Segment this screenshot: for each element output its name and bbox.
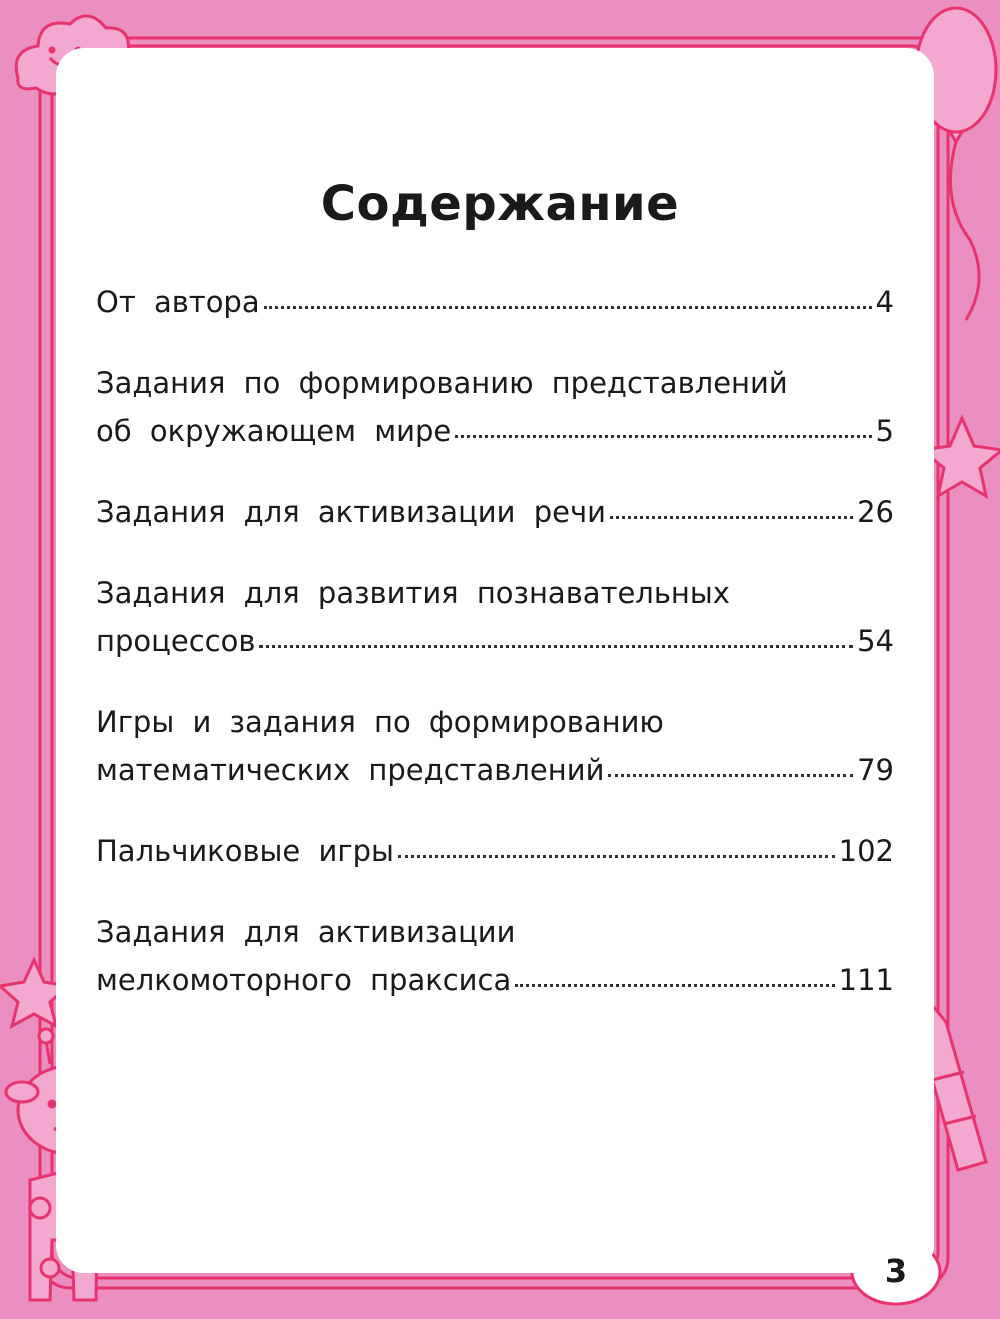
toc-entry-cognitive [96, 569, 894, 665]
toc-leader-dots [610, 514, 853, 519]
toc-leader-dots [608, 772, 853, 777]
toc-entry-page: 26 [857, 495, 894, 529]
toc-entry-page: 5 [875, 414, 894, 448]
toc-entry-page: 79 [857, 753, 894, 787]
toc-entry-title-cont: процессов [96, 624, 256, 658]
toc-entry-page: 111 [838, 963, 894, 997]
toc-entry-title-cont: математических представлений [96, 753, 605, 787]
toc-leader-dots [398, 853, 835, 858]
toc-entry-math [96, 698, 894, 794]
page-number: 3 [884, 1252, 908, 1290]
toc-entry-title: Игры и задания по формированию [96, 705, 664, 739]
toc-entry-page: 54 [857, 624, 894, 658]
toc-leader-dots [455, 433, 871, 438]
table-of-contents [96, 278, 894, 1037]
toc-entry-title: Задания для развития познавательных [96, 576, 730, 610]
toc-entry-world [96, 359, 894, 455]
toc-leader-dots [259, 643, 853, 648]
toc-entry-title: Задания для активизации речи [96, 495, 606, 529]
toc-entry-from-author [96, 278, 894, 326]
toc-entry-title-cont: мелкомоторного праксиса [96, 963, 512, 997]
toc-leader-dots [515, 982, 834, 987]
toc-entry-title: Задания для активизации [96, 915, 516, 949]
toc-entry-title: Задания по формированию представлений [96, 366, 788, 400]
toc-entry-speech [96, 488, 894, 536]
page-title: Содержание [320, 176, 680, 232]
toc-leader-dots [264, 304, 872, 309]
toc-entry-page: 4 [875, 285, 894, 319]
toc-entry-title-cont: об окружающем мире [96, 414, 452, 448]
toc-entry-title: Пальчиковые игры [96, 834, 394, 868]
toc-entry-praxis [96, 908, 894, 1004]
toc-entry-title: От автора [96, 285, 260, 319]
toc-entry-finger-games [96, 827, 894, 875]
toc-entry-page: 102 [838, 834, 894, 868]
